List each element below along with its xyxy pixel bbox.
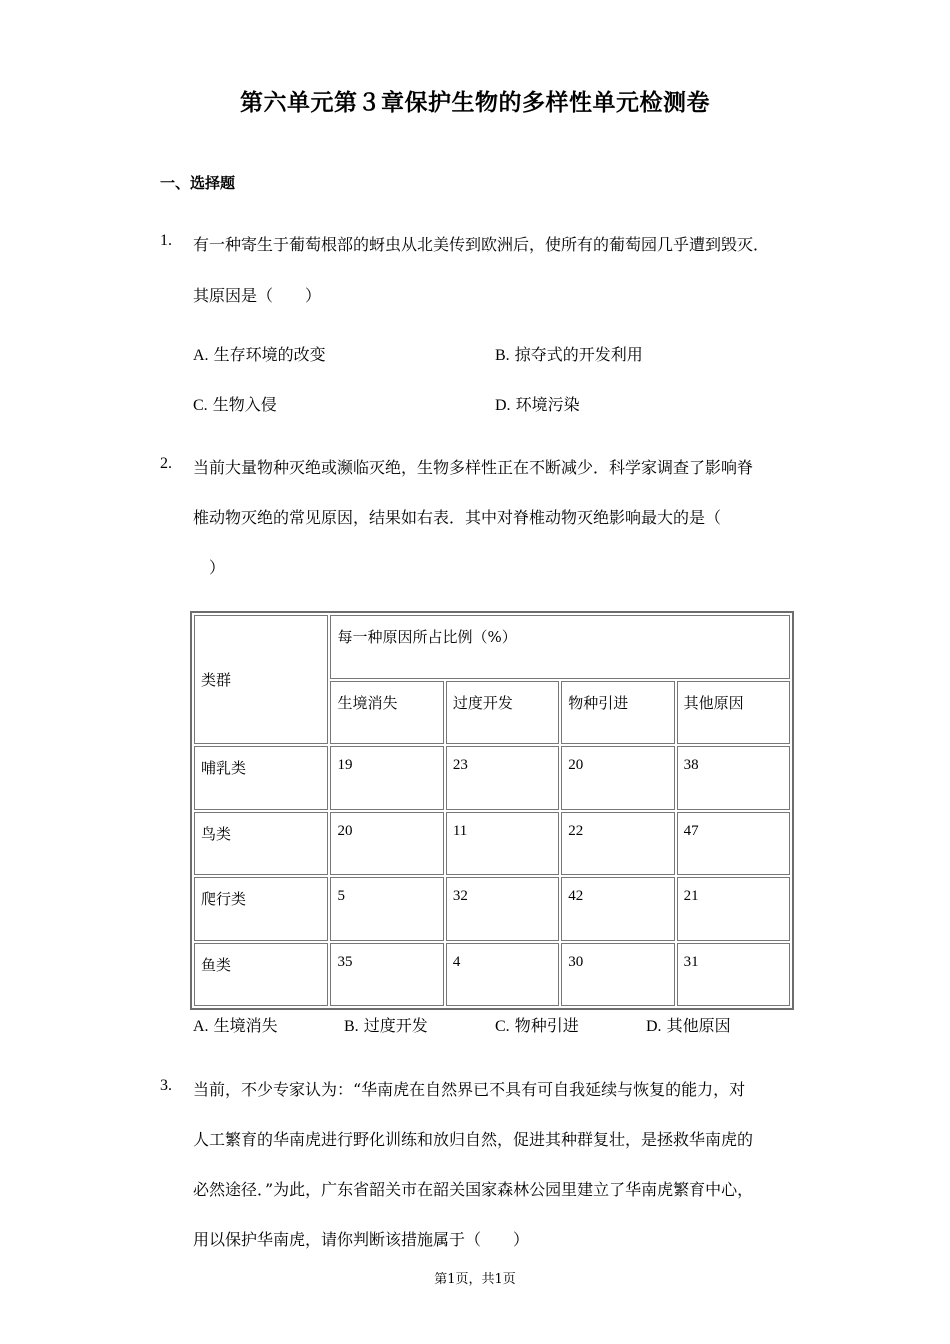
row-label: 鱼类 — [194, 943, 328, 1007]
table-column-header: 生境消失 — [330, 681, 443, 745]
option-text: 生物入侵 — [207, 395, 277, 414]
option-letter: A. — [193, 1018, 209, 1035]
table-cell: 11 — [446, 812, 559, 876]
table-column-header: 其他原因 — [677, 681, 790, 745]
row-label: 鸟类 — [194, 812, 328, 876]
option-letter: A. — [193, 347, 209, 364]
question-2-option-b[interactable] — [344, 1013, 428, 1036]
option-text: 环境污染 — [510, 395, 580, 414]
option-text: 掠夺式的开发利用 — [509, 345, 643, 364]
table-cell: 19 — [330, 746, 443, 810]
table-cell: 35 — [330, 943, 443, 1007]
option-text: 物种引进 — [509, 1016, 579, 1035]
option-letter: C. — [193, 397, 208, 414]
question-2-option-a[interactable] — [193, 1013, 278, 1036]
question-1-line-2: 其原因是（ ） — [193, 286, 322, 305]
page-footer: 第1页，共1页 — [434, 1272, 516, 1287]
option-letter: C. — [495, 1018, 510, 1035]
option-text: 生境消失 — [208, 1016, 278, 1035]
row-label: 爬行类 — [194, 877, 328, 941]
option-letter: B. — [495, 347, 510, 364]
table-group-header: 每一种原因所占比例（%） — [330, 615, 790, 679]
table-cell: 23 — [446, 746, 559, 810]
option-letter: D. — [495, 397, 511, 414]
section-heading: 一、选择题 — [160, 174, 236, 192]
table-cell: 32 — [446, 877, 559, 941]
option-text: 其他原因 — [661, 1016, 731, 1035]
table-cell: 30 — [561, 943, 674, 1007]
table-cell: 5 — [330, 877, 443, 941]
option-letter: D. — [646, 1018, 662, 1035]
question-2-line-2: 椎动物灭绝的常见原因，结果如右表．其中对脊椎动物灭绝影响最大的是（ — [193, 508, 722, 527]
table-column-header: 过度开发 — [446, 681, 559, 745]
table-corner-header: 类群 — [194, 615, 328, 744]
table-column-header: 物种引进 — [561, 681, 674, 745]
question-1-option-a[interactable] — [193, 342, 326, 365]
question-1-option-d[interactable] — [495, 392, 580, 415]
row-label: 哺乳类 — [194, 746, 328, 810]
table-row — [194, 943, 790, 1007]
question-2-line-1: 当前大量物种灭绝或濒临灭绝，生物多样性正在不断减少．科学家调查了影响脊 — [193, 458, 754, 477]
option-letter: B. — [344, 1018, 359, 1035]
table-cell: 38 — [677, 746, 790, 810]
question-1-option-c[interactable] — [193, 392, 277, 415]
table-cell: 42 — [561, 877, 674, 941]
table-row — [194, 877, 790, 941]
table-row — [194, 812, 790, 876]
question-2-line-3: ） — [193, 558, 226, 577]
table-cell: 20 — [330, 812, 443, 876]
question-2-option-c[interactable] — [495, 1013, 579, 1036]
table-cell: 22 — [561, 812, 674, 876]
question-2-option-d[interactable] — [646, 1013, 731, 1036]
page-title: 第六单元第３章保护生物的多样性单元检测卷 — [240, 89, 710, 116]
table-cell: 31 — [677, 943, 790, 1007]
question-3-line-1: 当前，不少专家认为：“华南虎在自然界已不具有可自我延续与恢复的能力，对 — [193, 1080, 746, 1099]
extinction-causes-table — [190, 611, 794, 1010]
question-1-line-1: 有一种寄生于葡萄根部的蚜虫从北美传到欧洲后，使所有的葡萄园几乎遭到毁灭． — [193, 235, 770, 254]
question-3-number: 3. — [160, 1077, 172, 1094]
option-text: 过度开发 — [358, 1016, 428, 1035]
table-cell: 20 — [561, 746, 674, 810]
question-2-number: 2. — [160, 455, 172, 472]
question-3-line-3: 必然途径．”为此，广东省韶关市在韶关国家森林公园里建立了华南虎繁育中心， — [193, 1180, 754, 1199]
table-cell: 47 — [677, 812, 790, 876]
question-1-number: 1. — [160, 232, 172, 249]
question-3-line-2: 人工繁育的华南虎进行野化训练和放归自然，促进其种群复壮，是拯救华南虎的 — [193, 1130, 754, 1149]
table-row — [194, 746, 790, 810]
option-text: 生存环境的改变 — [208, 345, 326, 364]
question-3-line-4: 用以保护华南虎，请你判断该措施属于（ ） — [193, 1230, 530, 1249]
table-cell: 21 — [677, 877, 790, 941]
question-1-option-b[interactable] — [495, 342, 643, 365]
table-cell: 4 — [446, 943, 559, 1007]
